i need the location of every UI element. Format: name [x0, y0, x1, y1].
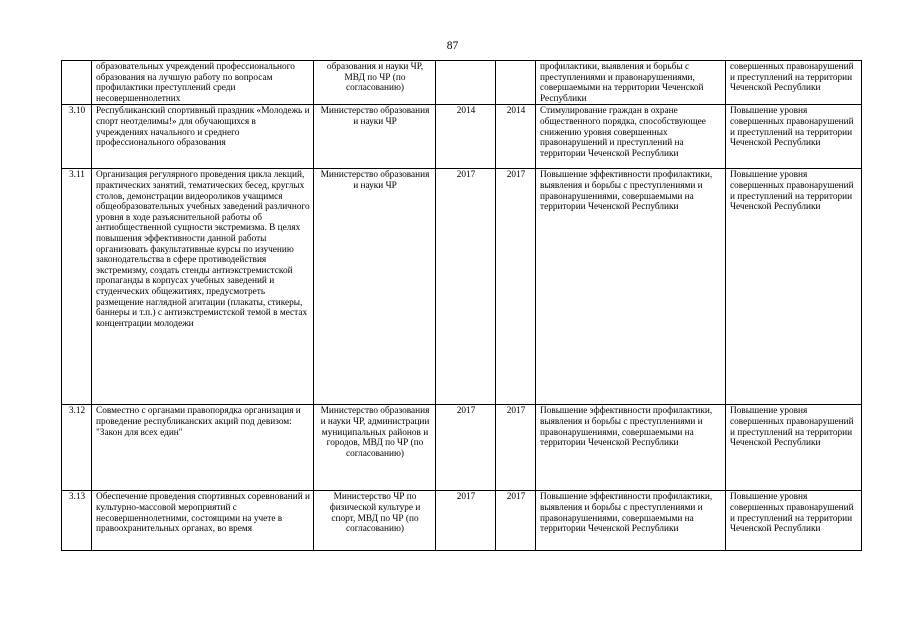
event-cell: Республиканский спортивный праздник «Молодежь и спорт неотделимы!» для обучающихся в учреждениях начального и среднего профессионального образования — [92, 105, 314, 169]
row-number: 3.13 — [62, 491, 92, 551]
agency-cell: образования и науки ЧР, МВД по ЧР (по согласованию) — [314, 61, 436, 105]
indicator-cell: Повышение уровня совершенных правонарушений и преступлений на территории Чеченской Республики — [726, 105, 862, 169]
year-end-cell: 2017 — [496, 169, 536, 405]
agency-cell: Министерство ЧР по физической культуре и спорт, МВД по ЧР (по согласованию) — [314, 491, 436, 551]
year-start-cell: 2017 — [436, 491, 496, 551]
indicator-cell: Повышение уровня совершенных правонарушений и преступлений на территории Чеченской Республики — [726, 169, 862, 405]
table-row — [62, 105, 862, 169]
measures-table — [61, 60, 862, 551]
agency-cell: Министерство образования и науки ЧР, администрации муниципальных районов и городов, МВД по ЧР (по согласованию) — [314, 405, 436, 491]
agency-cell: Министерство образования и науки ЧР — [314, 105, 436, 169]
indicator-cell: Повышение уровня совершенных правонарушений и преступлений на территории Чеченской Республики — [726, 491, 862, 551]
event-cell: Обеспечение проведения спортивных соревнований и культурно-массовой мероприятий с несовершеннолетними, состоящими на учете в правоохранительных органах, во время — [92, 491, 314, 551]
expected-result-cell: Повышение эффективности профилактики, выявления и борьбы с преступлениями и правонарушениями, совершаемыми на территории Чеченской Республики — [536, 169, 726, 405]
expected-result-cell: Повышение эффективности профилактики, выявления и борьбы с преступлениями и правонарушениями, совершаемыми на территории Чеченской Республики — [536, 405, 726, 491]
table-row — [62, 405, 862, 491]
agency-cell: Министерство образования и науки ЧР — [314, 169, 436, 405]
year-start-cell: 2017 — [436, 169, 496, 405]
page-number: 87 — [446, 40, 459, 52]
year-end-cell: 2014 — [496, 105, 536, 169]
year-end-cell: 2017 — [496, 405, 536, 491]
row-number: 3.11 — [62, 169, 92, 405]
event-cell: образовательных учреждений профессионального образования на лучшую работу по вопросам профилактики преступлений среди несовершеннолетних — [92, 61, 314, 105]
year-start-cell: 2014 — [436, 105, 496, 169]
table-row — [62, 491, 862, 551]
indicator-cell: совершенных правонарушений и преступлений на территории Чеченской Республики — [726, 61, 862, 105]
row-number — [62, 61, 92, 105]
table-row — [62, 61, 862, 105]
row-number: 3.12 — [62, 405, 92, 491]
expected-result-cell: профилактики, выявления и борьбы с преступлениями и правонарушениями, совершаемыми на территории Чеченской Республики — [536, 61, 726, 105]
row-number: 3.10 — [62, 105, 92, 169]
year-start-cell: 2017 — [436, 405, 496, 491]
expected-result-cell: Повышение эффективности профилактики, выявления и борьбы с преступлениями и правонарушениями, совершаемыми на территории Чеченской Республики — [536, 491, 726, 551]
event-cell: Организация регулярного проведения цикла лекций, практических занятий, тематических бесед, круглых столов, демонстрации видеороликов учащимся общеобразовательных учебных заведений различного уровня в ходе разъяснительной работы об антиобщественной сущности экстремизма. В целях повышения эффективности данной работы организовать факультативные курсы по изучению законодательства в сфере противодействия экстремизму, создать стенды антиэкстремистской пропаганды в корпусах учебных заведений и студенческих общежитиях, предусмотреть размещение наглядной агитации (плакаты, стикеры, баннеры и т.п.) с антиэкстремистской темой в местах концентрации молодежи — [92, 169, 314, 405]
year-end-cell — [496, 61, 536, 105]
event-cell: Совместно с органами правопорядка организация и проведение республиканских акций под девизом: "Закон для всех един" — [92, 405, 314, 491]
table-row — [62, 169, 862, 405]
year-start-cell — [436, 61, 496, 105]
indicator-cell: Повышение уровня совершенных правонарушений и преступлений на территории Чеченской Республики — [726, 405, 862, 491]
expected-result-cell: Стимулирование граждан в охране общественного порядка, способствующее снижению уровня совершенных правонарушений и преступлений на территории Чеченской Республики — [536, 105, 726, 169]
year-end-cell: 2017 — [496, 491, 536, 551]
